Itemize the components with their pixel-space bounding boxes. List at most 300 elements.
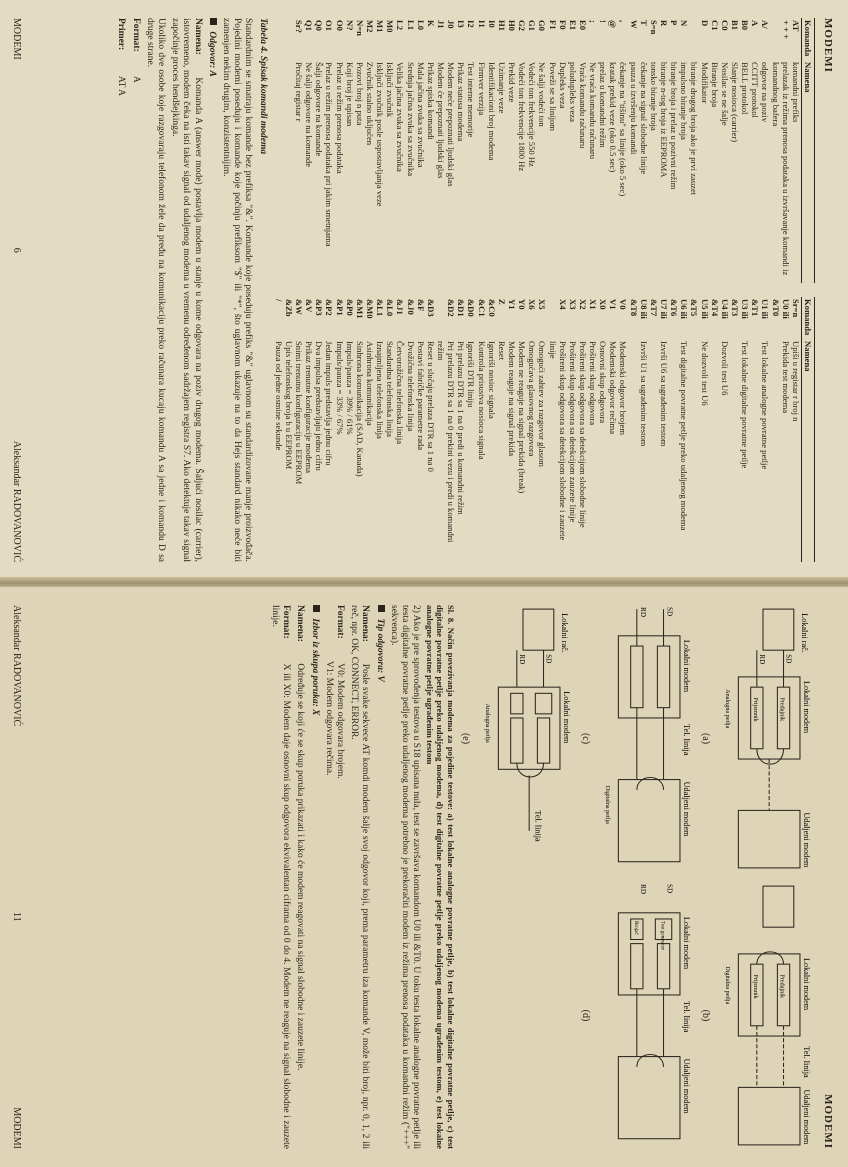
command-cell: G1 xyxy=(527,20,538,31)
format-line: Format: A xyxy=(130,18,141,83)
svg-text:Brojač: Brojač xyxy=(633,921,640,935)
command-tables xyxy=(274,18,815,562)
description-cell: Ne šalji odgovore na komande xyxy=(304,62,315,168)
table-row xyxy=(730,18,740,283)
svg-text:Analogna petlja: Analogna petlja xyxy=(724,689,731,729)
table-row xyxy=(314,18,324,283)
izbor-block-format: Format: X ili X0: Modem daje osnovni skup odgovora ekvivalentan ciframa od 0 do 4. Modem ne reaguje na signal slobodne i zauzete linije. xyxy=(269,605,292,1149)
command-cell: &W xyxy=(294,299,304,315)
table-row xyxy=(385,297,395,562)
table-row xyxy=(588,18,598,283)
command-cell: L1 xyxy=(405,20,416,31)
command-cell: X3 xyxy=(567,299,578,310)
description-cell: biranje broja i prelaz u pozivni režim xyxy=(669,62,680,190)
diagram-c: SD RD Lokalni modem Tel. linija Udaljeni modem Digitalna petlja (c) xyxy=(579,605,695,872)
table-row xyxy=(436,297,456,562)
table-row xyxy=(334,297,344,562)
description-cell: Sinhrona komunikacija (SAD, Kanada) xyxy=(354,341,365,477)
description-cell: Šalji odgovore na komande xyxy=(314,62,325,157)
table-row xyxy=(416,297,426,562)
command-cell: U1 ili &T1 xyxy=(750,299,771,319)
table-row xyxy=(375,297,385,562)
table-row xyxy=(527,297,537,562)
description-cell: Dozvoli test U6 xyxy=(719,341,730,396)
table-row xyxy=(405,18,415,283)
command-cell: G0 xyxy=(537,20,548,31)
table-row xyxy=(355,18,365,283)
command-cell: Sr? xyxy=(294,20,304,33)
command-cell: I0 xyxy=(486,20,497,28)
description-cell: Isključi zvučnik posle uspostavljanja veze xyxy=(375,62,386,207)
description-cell: Omogućava glasovnog razgovora xyxy=(527,341,538,457)
table-row xyxy=(568,297,578,562)
table-row xyxy=(791,18,802,283)
command-cell: &C1 xyxy=(476,299,487,317)
table-row xyxy=(456,18,466,283)
svg-text:Digitalna petlja: Digitalna petlja xyxy=(604,785,611,824)
description-cell: komandni prefiks xyxy=(790,62,801,123)
command-cell: E0 xyxy=(577,20,588,31)
svg-text:RD: RD xyxy=(518,654,527,665)
svg-text:Prijemnik: Prijemnik xyxy=(751,974,758,999)
right-page-header xyxy=(821,605,834,1149)
description-cell: Standardna telefonska linija xyxy=(385,341,396,437)
table-row xyxy=(385,18,395,283)
description-cell: Prošireni skup odgovora sa detekcijom slobodne i zauzete linije xyxy=(547,341,568,541)
table-row xyxy=(324,18,334,283)
command-cell: L0 xyxy=(415,20,426,31)
command-cell: &D2 xyxy=(446,299,457,317)
description-cell: Firmver verzija xyxy=(476,62,487,116)
command-cell: &L1 xyxy=(375,299,386,317)
command-cell: F1 xyxy=(547,20,558,30)
description-cell: Nosilac se ne šalje xyxy=(719,62,730,126)
table-row xyxy=(405,297,415,562)
command-cell: &D1 xyxy=(456,299,467,317)
command-cell: T xyxy=(638,20,649,26)
description-cell: Reset xyxy=(496,341,507,361)
command-cell: V1 xyxy=(608,299,619,310)
command-table-1 xyxy=(294,18,815,283)
diagram-a: Lokalni rač. Lokalni modem Udaljeni modem SD RD Predajnik Prijemnik Analogna petlja (a) xyxy=(699,605,815,872)
svg-text:SD: SD xyxy=(665,607,674,617)
table-row xyxy=(436,18,446,283)
figure-caption: Sl. 8. Način povezivanja modema za pojedine testove: a) test lokalne analogne povratne petlje, b) test lokalne digitalne povratne petlje, c) test digitalne povratne petlje preko udaljenog modema, d) test digitalne povratne petlje preko udaljenog modema ugrađenim testom, e) test lokalne analogne povratne petlje ugrađenim testom xyxy=(425,605,456,1149)
table-row xyxy=(314,297,324,562)
description-cell: Prikaz trenutne konfiguracije modema xyxy=(304,341,315,473)
command-cell: C1 xyxy=(709,20,720,31)
table-row xyxy=(770,18,790,283)
command-cell: I1 xyxy=(476,20,487,28)
diagram-b-svg xyxy=(711,882,815,1149)
command-cell: &F xyxy=(415,299,426,312)
description-cell: Vraća komandu računaru xyxy=(577,62,588,149)
command-cell: S=n xyxy=(648,20,659,35)
description-cell: Asinhrona komunikacija xyxy=(364,341,375,426)
description-cell: Koji broj je upisan xyxy=(344,62,355,127)
svg-text:Lokalni modem: Lokalni modem xyxy=(682,916,692,970)
command-cell: &V xyxy=(304,299,315,313)
command-cell: U5 ili &T5 xyxy=(689,299,710,319)
description-cell: Iznajmljena telefonska linija xyxy=(375,341,386,439)
command-cell: U6 ili &T6 xyxy=(669,299,690,319)
description-cell: Ne šalji vodeći ton xyxy=(537,62,548,127)
command-cell: ! xyxy=(598,20,609,23)
svg-text:Udaljeni modem: Udaljeni modem xyxy=(682,1058,692,1114)
table-caption: Tabela 4. Spisak komandi modema xyxy=(257,18,268,155)
description-cell: Izvrši U1 sa ugrađenim testom xyxy=(638,341,649,447)
command-cell: &M1 xyxy=(354,299,365,319)
table-row xyxy=(649,297,669,562)
svg-text:Tel. linija: Tel. linija xyxy=(682,724,692,756)
table-row xyxy=(466,18,476,283)
__t1-header-1: Namena xyxy=(801,60,814,283)
description-cell: Ignoriši nosioc signala xyxy=(486,341,497,419)
command-cell: / xyxy=(273,299,284,302)
command-cell: C0 xyxy=(719,20,730,31)
description-cell: Dupleks veza xyxy=(557,62,568,109)
table-row xyxy=(629,18,639,283)
svg-text:Lokalni modem: Lokalni modem xyxy=(802,680,812,734)
table-row xyxy=(416,18,426,283)
command-cell: U4 ili &T4 xyxy=(709,299,730,319)
description-cell: Reset u slučaju prelaza DTR sa 1 na 0 xyxy=(425,341,436,472)
table-row xyxy=(456,297,466,562)
description-cell: prelazak iz režima prenosa podataka u izvršavanje komandi iz komandnog bafera xyxy=(770,62,791,276)
left-page-footer: MODEMI 6 Aleksandar RADOVANOVIĆ xyxy=(10,18,22,562)
command-cell: Z xyxy=(496,299,507,305)
description-cell: Test interne memorije xyxy=(466,62,477,138)
table-row xyxy=(294,18,304,283)
command-table-col1 xyxy=(274,18,815,283)
table-row xyxy=(395,18,405,283)
description-cell: biranje n-tog broja iz EEPROMA xyxy=(659,62,670,178)
command-cell: N=n xyxy=(354,20,365,36)
table-row xyxy=(689,297,709,562)
table-row xyxy=(476,297,486,562)
description-cell: Modemski odgovor rečima xyxy=(608,341,619,435)
svg-text:Udaljeni modem: Udaljeni modem xyxy=(682,781,692,837)
right-page-footer: Aleksandar RADOVANOVIĆ 11 MODEMI xyxy=(10,605,22,1149)
left-page-header-title: MODEMI xyxy=(822,18,834,73)
description-cell: Isključi zvučnik xyxy=(385,62,396,118)
table-row xyxy=(375,18,385,283)
table-row xyxy=(365,18,375,283)
left-page-header xyxy=(821,18,834,562)
command-cell: M1 xyxy=(375,20,386,33)
__t2-header-1: Namena xyxy=(801,339,814,562)
bullet-square-icon xyxy=(210,18,217,25)
description-cell: Pri prelazu DTR sa 1 na 0 predi u komandni režim xyxy=(456,341,467,515)
description-cell: poludupleks veza xyxy=(567,62,578,122)
table-row xyxy=(487,297,497,562)
svg-text:Udaljeni modem: Udaljeni modem xyxy=(802,812,812,868)
table-row xyxy=(304,18,314,283)
command-cell: Q0 xyxy=(314,20,325,31)
table-row xyxy=(487,18,497,283)
svg-text:Lokalni rač.: Lokalni rač. xyxy=(560,613,570,653)
description-cell: Ignoriši DTR liniju xyxy=(466,341,477,408)
command-cell: V0 xyxy=(618,299,629,310)
command-cell: E1 xyxy=(567,20,578,31)
description-cell: Jedan impuls predstavlja jednu cifru xyxy=(324,341,335,466)
description-cell: Izvrši U6 sa ugrađenim testom xyxy=(659,341,670,447)
description-cell: impulsno biranje broja xyxy=(679,62,690,140)
description-cell: Ne vraća komandu računaru xyxy=(588,62,599,160)
description-cell: kratak prekid veze (oko 0.5 sec) xyxy=(608,62,619,173)
__t1-header-0: Komanda xyxy=(801,18,814,60)
description-cell: BELL protokol xyxy=(740,62,751,115)
svg-text:Digitalna petlja: Digitalna petlja xyxy=(724,966,731,1005)
description-cell: tonsko biranje broja xyxy=(648,62,659,131)
command-cell: X2 xyxy=(577,299,588,310)
description-cell: Poveži se sa linijom xyxy=(547,62,558,131)
table-row xyxy=(578,18,588,283)
svg-text:Predajnik: Predajnik xyxy=(778,974,785,999)
command-cell: &M0 xyxy=(364,299,375,319)
diagram-c-svg xyxy=(591,605,695,872)
table-row xyxy=(740,18,750,283)
description-cell: Kontrola prisustva nosioca signala xyxy=(476,341,487,460)
table-row xyxy=(547,297,567,562)
svg-text:SD: SD xyxy=(665,884,674,894)
command-cell: U8 ili &T8 xyxy=(628,299,649,319)
svg-text:Lokalni modem: Lokalni modem xyxy=(562,691,572,744)
command-cell: X5 xyxy=(537,299,548,310)
table-row xyxy=(750,18,760,283)
description-cell: Pročitaj registar r xyxy=(294,62,304,122)
table-row xyxy=(537,297,547,562)
diagram-a-svg xyxy=(711,605,815,872)
description-cell: Test lokalne digitalne povratne petlje xyxy=(740,341,751,469)
command-cell: O1 xyxy=(324,20,335,31)
command-cell: &P3 xyxy=(314,299,325,316)
svg-text:RD: RD xyxy=(639,884,648,895)
description-cell: Mala jačina zvuka sa zvučnika xyxy=(415,62,426,168)
command-cell: B1 xyxy=(730,20,741,31)
description-cell: Velika jačina zvuka sa zvučnika xyxy=(395,62,406,172)
command-cell: Y1 xyxy=(506,299,517,310)
description-cell: Snimi trenutnu konfiguraciju u EEPROM xyxy=(294,341,304,485)
command-cell: &J1 xyxy=(395,299,406,315)
description-cell: Upiši u registar r broj n xyxy=(790,341,801,422)
description-cell: Test digitalne povratne petlje preko udaljenog modema xyxy=(679,341,690,531)
command-cell: &P2 xyxy=(324,299,335,316)
command-cell: &D0 xyxy=(466,299,477,317)
command-cell: X1 xyxy=(588,299,599,310)
svg-text:Test generator: Test generator xyxy=(659,921,666,951)
command-cell: W xyxy=(628,20,639,29)
description-cell: čekanje na "tišinu" sa linije (oko 5 sec) xyxy=(618,62,629,197)
table-row xyxy=(760,18,770,283)
table-row xyxy=(426,18,436,283)
svg-text:RD: RD xyxy=(757,654,766,665)
description-cell: Biranje broja xyxy=(709,62,720,108)
command-cell: &J0 xyxy=(405,299,416,315)
answer-block-namena: Namena: Komanda A (answer mode) postavlja modem u stanje u kome odgovara na poziv drugog modema. Šaljući nosilac (carrier), istovremeno, modem čeka na isti takav signal od udaljenog modema u vremenu određenom sadržajem registra S7. Ako detektuje takav signal započinje proces hendšejkinga. xyxy=(170,18,203,563)
command-cell: I3 xyxy=(456,20,467,28)
description-cell: Pozovi broj n puta xyxy=(354,62,365,126)
command-cell: X4 xyxy=(557,299,568,310)
command-cell: &P0 xyxy=(344,299,355,316)
table-row xyxy=(334,18,344,283)
command-cell: N xyxy=(679,20,690,27)
description-cell: Prelaz u režim prenosa podataka pri jakim smetnjama xyxy=(324,62,335,247)
table-row xyxy=(476,18,486,283)
description-cell: Upis telefonskog broja b u EEPROM xyxy=(283,341,294,470)
table-row xyxy=(710,18,720,283)
diagram-b: Lokalni modem Tel. linija Udaljeni modem Predajnik Prijemnik Digitalna petlja (b) xyxy=(699,882,815,1149)
table-row xyxy=(598,18,608,283)
table-row xyxy=(588,297,598,562)
intro-paragraph: Standardnim se smatraju komande bez prefiksa "&". Komande koje poseduju prefiks "&" uglavnom su standardizovane manje proizvođača. Pojedini modemi poseduju i komande koje počinju prefiksom "$" ili "*", što uglavnom ukazuje na to da Hejs standard nikako neće biti zamenjen nekim drugim, konzistentnijim. xyxy=(220,18,254,562)
table-row xyxy=(507,18,517,283)
description-cell: Četvorožična telefonska linija xyxy=(395,341,406,445)
table-row xyxy=(355,297,365,562)
table-row xyxy=(770,297,790,562)
description-cell: Prošireni skup odgovora sa detekcijom slobodne linije xyxy=(577,341,588,528)
description-cell: biranje drugog broja ako je prvi zauzet xyxy=(689,62,700,196)
table-row xyxy=(345,297,355,562)
command-cell: B0 xyxy=(740,20,751,31)
table-row xyxy=(608,297,618,562)
svg-text:Udaljeni modem: Udaljeni modem xyxy=(802,1089,812,1145)
command-cell: N? xyxy=(344,20,355,31)
command-cell: A/ xyxy=(760,20,771,29)
table-row xyxy=(466,297,476,562)
command-cell: L2 xyxy=(395,20,406,31)
table-row xyxy=(578,297,588,562)
command-cell: X0 xyxy=(598,299,609,310)
table-row xyxy=(395,297,405,562)
description-cell: Prikaz statusa modema xyxy=(456,62,467,142)
table-row xyxy=(365,297,375,562)
table-row xyxy=(517,18,527,283)
description-cell: Prošireni skup odgovora sa detekcijom zauzete linije xyxy=(567,341,578,523)
description-cell: Osnovni skup odgovora xyxy=(598,341,609,424)
svg-text:Analogna petlja: Analogna petlja xyxy=(484,703,491,743)
bullet-square-icon xyxy=(313,605,320,612)
svg-text:Tel. linija: Tel. linija xyxy=(682,1001,692,1033)
command-cell: P xyxy=(669,20,680,26)
command-cell: U0 ili &T0 xyxy=(770,299,791,319)
svg-text:Tel. linija: Tel. linija xyxy=(533,810,543,842)
description-cell: CCITT protokol xyxy=(750,62,761,118)
table-row xyxy=(497,18,507,283)
tip-block-namena: Namena: Posle svake sekvece AT komdi modem šalje svoj odgovor koji, prema parametru iza komande V, može biti broj, npr. 0, 1, 2 ili reč, npr. OK, CONNECT, ERROR. xyxy=(349,605,371,1150)
table-row xyxy=(324,297,334,562)
description-cell: Srednja jačina zvuka sa zvučnika xyxy=(405,62,416,177)
table-row xyxy=(710,297,730,562)
__t2-header-0: Komanda xyxy=(801,297,814,339)
command-cell: &D3 xyxy=(425,299,436,317)
description-cell: prelaz u komandni režim xyxy=(598,62,609,148)
command-cell: R xyxy=(659,20,670,27)
command-cell: &C0 xyxy=(486,299,497,317)
description-cell: Pri prelazu DTR sa 1 na 0 prekini vezu i predi u komandni režim xyxy=(435,341,457,543)
command-cell: G2 xyxy=(517,20,528,31)
command-cell: H0 xyxy=(506,20,517,31)
table-row xyxy=(639,18,649,283)
right-page-header-title: MODEMI xyxy=(822,1094,834,1149)
table-row xyxy=(547,18,557,283)
left-page xyxy=(0,0,848,580)
table-row xyxy=(618,297,628,562)
description-cell: Vodeći ton frekvencije 550 Hz xyxy=(527,62,538,167)
command-cell: AT xyxy=(790,20,801,32)
command-cell: D xyxy=(699,20,710,27)
description-cell: Ne dozvoli test U6 xyxy=(699,341,710,406)
command-cell: &L0 xyxy=(385,299,396,317)
command-cell: ; xyxy=(588,20,599,23)
description-cell: Prošireni skup odgovora xyxy=(588,341,599,426)
svg-text:Predajnik: Predajnik xyxy=(778,697,785,722)
table-row xyxy=(598,297,608,562)
izbor-block-title: Izbor iz skupa poruka: X xyxy=(308,605,319,1149)
command-cell: H1 xyxy=(496,20,507,31)
command-cell xyxy=(689,18,699,60)
tip-block-title: Tip odgovora: V xyxy=(373,605,384,1149)
table-row xyxy=(669,297,689,562)
description-cell: Zvučnik stalno uključen xyxy=(364,62,375,146)
description-cell: Identifikacioni broj modema xyxy=(486,62,497,161)
command-table-col2 xyxy=(274,297,815,562)
description-cell: Prelaz u režim prenosa podataka xyxy=(334,62,345,174)
description-cell: Modemski odgovor brojem xyxy=(618,341,629,436)
description-cell: Pauza od jedne osmine sekunde xyxy=(273,341,284,451)
table-row xyxy=(304,297,314,562)
command-cell: J0 xyxy=(446,20,457,29)
table-row xyxy=(284,297,294,562)
command-cell: K xyxy=(425,20,436,27)
description-cell: Prekid veze xyxy=(506,62,517,103)
command-cell: F0 xyxy=(557,20,568,30)
command-cell: M2 xyxy=(364,20,375,33)
tip-block-format: Format: V0: Modem odgovara brojem. V1: Modem odgovara rečima. xyxy=(323,605,345,779)
note-paragraph: 2) Ako je pre sprovođenja testova u S18 upisana nula, test se završava komandom U0 ili &T0. U toku testa lokalne analogne povratne petlje ili testa digitalne povratne petlje preko udaljenog modema potrebno je prekoračiti modem iz režima prenosa podataka u komandni režim ("+++" sekvenca). xyxy=(388,605,422,1149)
table-row xyxy=(527,18,537,283)
svg-text:Lokalni rač.: Lokalni rač. xyxy=(800,613,810,653)
command-cell: , xyxy=(618,20,629,23)
table-row xyxy=(649,18,659,283)
description-cell: pauza u izvršenju komandi xyxy=(628,62,639,155)
command-cell: J1 xyxy=(435,20,446,29)
table-row xyxy=(699,18,709,283)
description-cell: Modem neće prepoznati ljudski glas xyxy=(446,62,457,187)
command-cell: X6 xyxy=(527,299,538,310)
table-row xyxy=(568,18,578,283)
command-cell: + + + xyxy=(780,20,791,39)
table-row xyxy=(537,18,547,283)
izbor-block-namena: Namena: Određuje se koji će se skup poruka prikazati i kako će modem reagovati na signal slobodne i zauzete linije. xyxy=(295,605,306,1071)
primer-line: Primer: AT A xyxy=(116,18,127,97)
description-cell: Postavi fabričke parametre rada xyxy=(415,341,426,451)
description-cell: Test lokalne analogne povratne petlje xyxy=(760,341,771,470)
description-cell: čekanje na signal slobodne linije xyxy=(638,62,649,175)
description-cell: Impuls/pauza = 39% / 61% xyxy=(344,341,355,435)
command-cell: Y0 xyxy=(517,299,528,310)
description-cell: Modem ne reaguje na signal prekida (break) xyxy=(517,341,528,494)
table-row xyxy=(274,297,284,562)
table-row xyxy=(507,297,517,562)
table-row xyxy=(517,297,527,562)
test-diagrams xyxy=(460,605,815,1149)
answer-block-title: Odgovor: A xyxy=(206,18,217,562)
table-row xyxy=(659,18,669,283)
answer-block-extra: Ukoliko dve osobe koje razgovaraju telefonom žele da pređu na komunikaciju preko računara kucaju komandu A sa jedne i komandu D sa druge strane. xyxy=(144,18,166,562)
svg-text:Lokalni modem: Lokalni modem xyxy=(802,957,812,1011)
command-cell: M0 xyxy=(385,20,396,33)
